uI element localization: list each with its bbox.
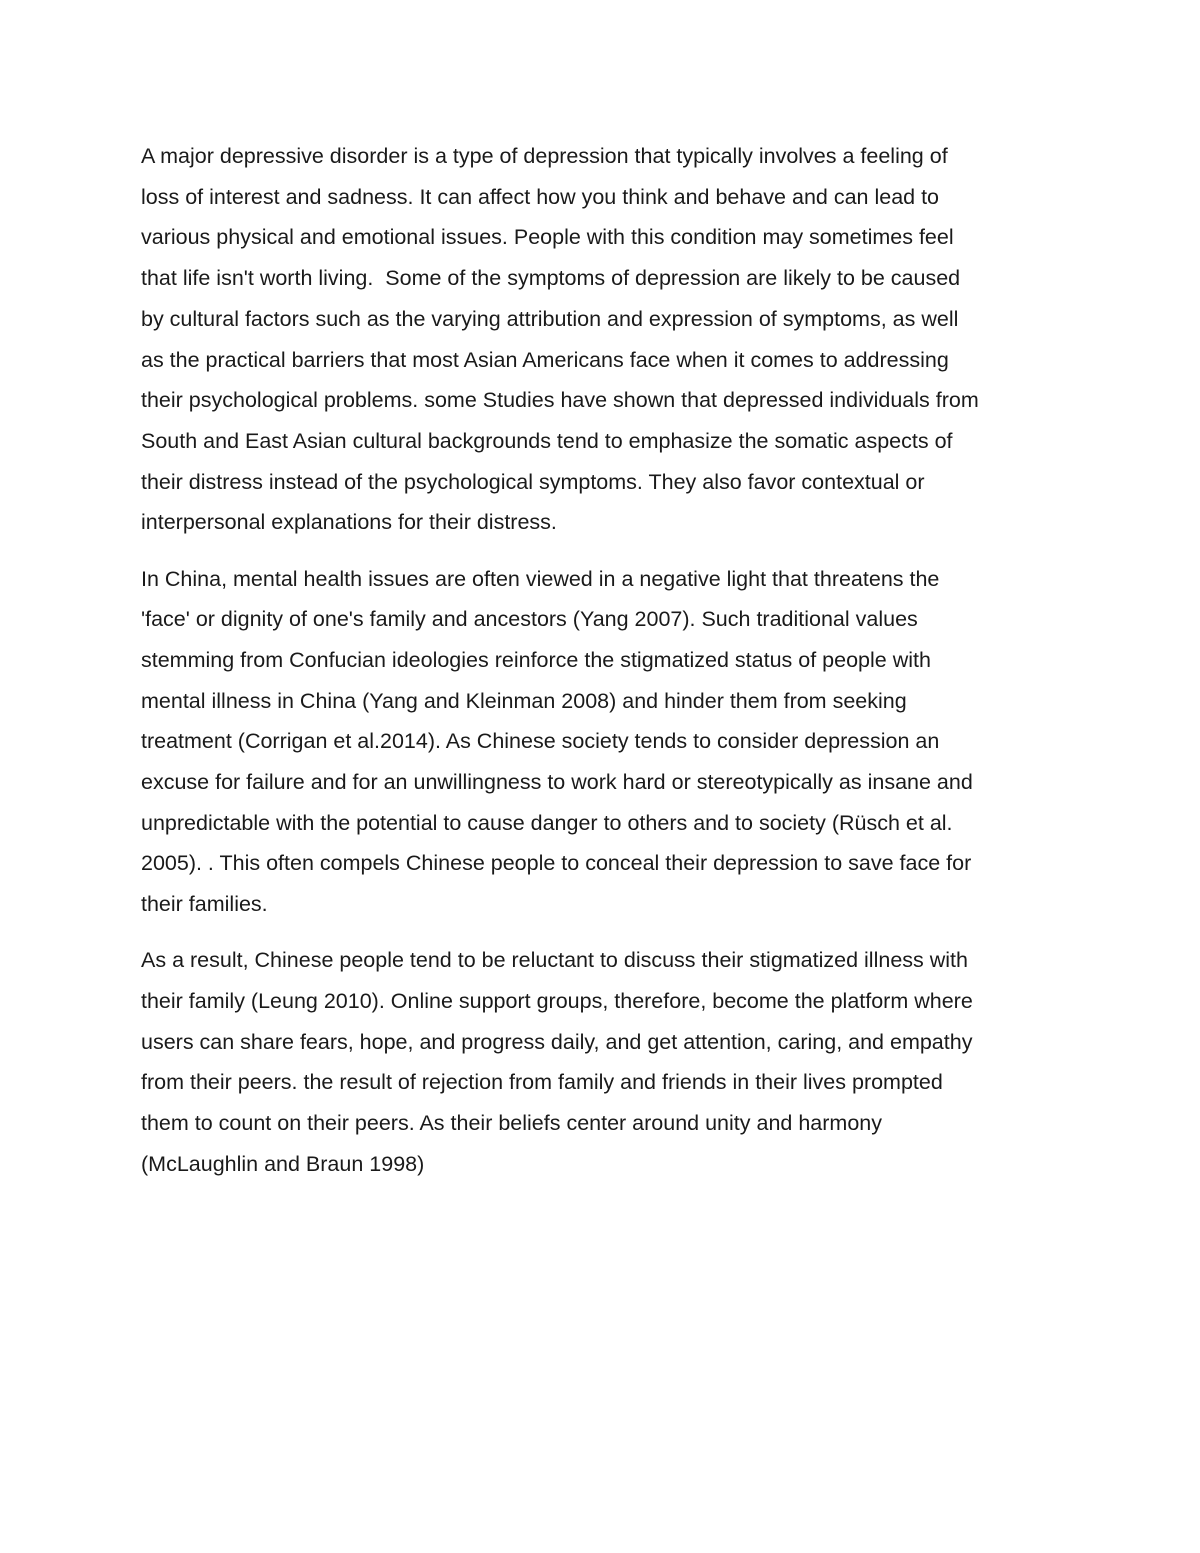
text-line: 2005). . This often compels Chinese people to conceal their depression to save face for (141, 851, 972, 876)
text-line: (McLaughlin and Braun 1998) (141, 1151, 425, 1176)
text-line: As a result, Chinese people tend to be reluctant to discuss their stigmatized illness with (141, 948, 968, 973)
text-line: by cultural factors such as the varying attribution and expression of symptoms, as well (141, 306, 959, 331)
text-line: that life isn't worth living. Some of the symptoms of depression are likely to be caused (141, 266, 961, 291)
text-line: unpredictable with the potential to cause danger to others and to society (Rüsch et al. (141, 810, 953, 835)
text-line: them to count on their peers. As their beliefs center around unity and harmony (141, 1111, 882, 1136)
paragraph-2 (141, 559, 1066, 925)
text-line: users can share fears, hope, and progress daily, and get attention, caring, and empathy (141, 1029, 973, 1054)
text-line: stemming from Confucian ideologies reinforce the stigmatized status of people with (141, 647, 931, 672)
text-line: as the practical barriers that most Asian Americans face when it comes to addressing (141, 347, 949, 372)
text-line: from their peers. the result of rejection from family and friends in their lives prompted (141, 1070, 943, 1095)
text-line: their distress instead of the psychological symptoms. They also favor contextual or (141, 469, 925, 494)
text-line: various physical and emotional issues. People with this condition may sometimes feel (141, 225, 954, 250)
text-line: their families. (141, 892, 268, 917)
text-line: South and East Asian cultural backgrounds tend to emphasize the somatic aspects of (141, 428, 953, 453)
text-line: their family (Leung 2010). Online support groups, therefore, become the platform where (141, 989, 973, 1014)
text-line: A major depressive disorder is a type of depression that typically involves a feeling of (141, 144, 948, 168)
paragraph-1 (141, 136, 1066, 543)
text-line: their psychological problems. some Studies have shown that depressed individuals from (141, 388, 979, 413)
text-line: 'face' or dignity of one's family and ancestors (Yang 2007). Such traditional values (141, 607, 918, 632)
text-line: interpersonal explanations for their distress. (141, 510, 557, 535)
document-body (141, 136, 1066, 1200)
text-line: loss of interest and sadness. It can affect how you think and behave and can lead to (141, 184, 940, 209)
text-line: mental illness in China (Yang and Kleinman 2008) and hinder them from seeking (141, 688, 907, 713)
text-line: excuse for failure and for an unwillingness to work hard or stereotypically as insane and (141, 770, 973, 795)
text-line: In China, mental health issues are often viewed in a negative light that threatens the (141, 566, 940, 591)
text-line: treatment (Corrigan et al.2014). As Chinese society tends to consider depression an (141, 729, 940, 754)
paragraph-3 (141, 940, 1066, 1184)
